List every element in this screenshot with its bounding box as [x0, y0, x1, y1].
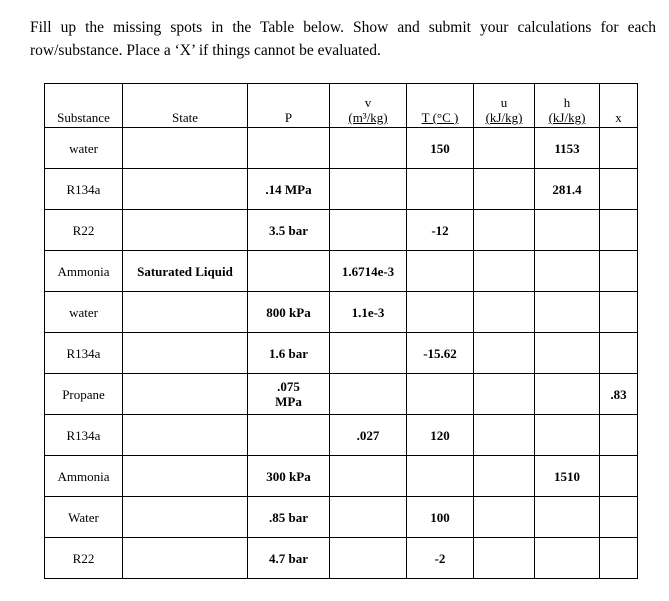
substance-cell: R22 [45, 210, 123, 251]
temperature-cell [407, 251, 474, 292]
quality-cell [600, 497, 638, 538]
quality-cell [600, 292, 638, 333]
enthalpy-cell [535, 292, 600, 333]
substance-cell: R22 [45, 538, 123, 579]
header-row [45, 84, 638, 128]
specific-volume-cell [330, 456, 407, 497]
enthalpy-cell: 1510 [535, 456, 600, 497]
temperature-cell [407, 292, 474, 333]
substance-cell: R134a [45, 333, 123, 374]
quality-cell [600, 415, 638, 456]
internal-energy-cell [474, 169, 535, 210]
header-substance: Substance [45, 84, 123, 128]
table-row [45, 292, 638, 333]
state-cell [123, 374, 248, 415]
temperature-cell: -15.62 [407, 333, 474, 374]
substance-cell: Water [45, 497, 123, 538]
pressure-cell [248, 251, 330, 292]
property-table [44, 83, 638, 579]
pressure-cell: 300 kPa [248, 456, 330, 497]
table-row [45, 374, 638, 415]
header-u-symbol: u [500, 95, 508, 110]
state-cell [123, 497, 248, 538]
substance-cell: Propane [45, 374, 123, 415]
table-row [45, 210, 638, 251]
substance-cell: water [45, 128, 123, 169]
temperature-cell: 120 [407, 415, 474, 456]
substance-cell: Ammonia [45, 456, 123, 497]
quality-cell: .83 [600, 374, 638, 415]
pressure-cell: 800 kPa [248, 292, 330, 333]
pressure-cell: 1.6 bar [248, 333, 330, 374]
state-cell [123, 292, 248, 333]
state-cell [123, 210, 248, 251]
table-row [45, 251, 638, 292]
pressure-cell: .14 MPa [248, 169, 330, 210]
table-row [45, 456, 638, 497]
enthalpy-cell [535, 210, 600, 251]
internal-energy-cell [474, 415, 535, 456]
enthalpy-cell [535, 251, 600, 292]
specific-volume-cell: .027 [330, 415, 407, 456]
temperature-cell: 100 [407, 497, 474, 538]
quality-cell [600, 251, 638, 292]
enthalpy-cell [535, 415, 600, 456]
internal-energy-cell [474, 456, 535, 497]
header-internal-energy [474, 84, 535, 128]
table-row [45, 538, 638, 579]
header-specific-volume [330, 84, 407, 128]
enthalpy-cell [535, 374, 600, 415]
specific-volume-cell [330, 497, 407, 538]
quality-cell [600, 128, 638, 169]
temperature-cell [407, 374, 474, 415]
header-temperature: T (°C ) [407, 84, 474, 128]
header-v-symbol: v [364, 95, 372, 110]
header-u-unit: (kJ/kg) [485, 110, 523, 125]
specific-volume-cell [330, 210, 407, 251]
internal-energy-cell [474, 538, 535, 579]
internal-energy-cell [474, 128, 535, 169]
substance-cell: water [45, 292, 123, 333]
state-cell [123, 456, 248, 497]
instructions-text: Fill up the missing spots in the Table below. Show and submit your calculations for each row/substance. Place a ‘X’ if things cannot be evaluated. [30, 19, 656, 59]
table-row [45, 415, 638, 456]
table-row [45, 128, 638, 169]
quality-cell [600, 210, 638, 251]
temperature-cell [407, 169, 474, 210]
enthalpy-cell [535, 333, 600, 374]
enthalpy-cell: 281.4 [535, 169, 600, 210]
header-pressure: P [248, 84, 330, 128]
specific-volume-cell: 1.1e-3 [330, 292, 407, 333]
enthalpy-cell [535, 497, 600, 538]
pressure-cell: .85 bar [248, 497, 330, 538]
quality-cell [600, 333, 638, 374]
header-v-unit: (m³/kg) [348, 110, 388, 125]
temperature-cell: -12 [407, 210, 474, 251]
substance-cell: R134a [45, 415, 123, 456]
table-row [45, 169, 638, 210]
temperature-cell: 150 [407, 128, 474, 169]
specific-volume-cell [330, 538, 407, 579]
quality-cell [600, 169, 638, 210]
internal-energy-cell [474, 333, 535, 374]
pressure-cell: 3.5 bar [248, 210, 330, 251]
state-cell [123, 128, 248, 169]
pressure-cell [248, 415, 330, 456]
header-h-unit: (kJ/kg) [548, 110, 586, 125]
temperature-cell [407, 456, 474, 497]
substance-cell: Ammonia [45, 251, 123, 292]
header-enthalpy [535, 84, 600, 128]
internal-energy-cell [474, 497, 535, 538]
substance-cell: R134a [45, 169, 123, 210]
state-cell [123, 333, 248, 374]
enthalpy-cell: 1153 [535, 128, 600, 169]
state-cell: Saturated Liquid [123, 251, 248, 292]
internal-energy-cell [474, 210, 535, 251]
table-row [45, 497, 638, 538]
temperature-cell: -2 [407, 538, 474, 579]
specific-volume-cell [330, 333, 407, 374]
state-cell [123, 169, 248, 210]
table-row [45, 333, 638, 374]
internal-energy-cell [474, 292, 535, 333]
internal-energy-cell [474, 251, 535, 292]
pressure-cell: .075 MPa [248, 374, 330, 415]
header-state: State [123, 84, 248, 128]
specific-volume-cell [330, 374, 407, 415]
state-cell [123, 415, 248, 456]
quality-cell [600, 538, 638, 579]
specific-volume-cell [330, 128, 407, 169]
specific-volume-cell [330, 169, 407, 210]
enthalpy-cell [535, 538, 600, 579]
state-cell [123, 538, 248, 579]
header-quality: x [600, 84, 638, 128]
specific-volume-cell: 1.6714e-3 [330, 251, 407, 292]
header-h-symbol: h [563, 95, 571, 110]
pressure-cell [248, 128, 330, 169]
pressure-cell: 4.7 bar [248, 538, 330, 579]
quality-cell [600, 456, 638, 497]
internal-energy-cell [474, 374, 535, 415]
